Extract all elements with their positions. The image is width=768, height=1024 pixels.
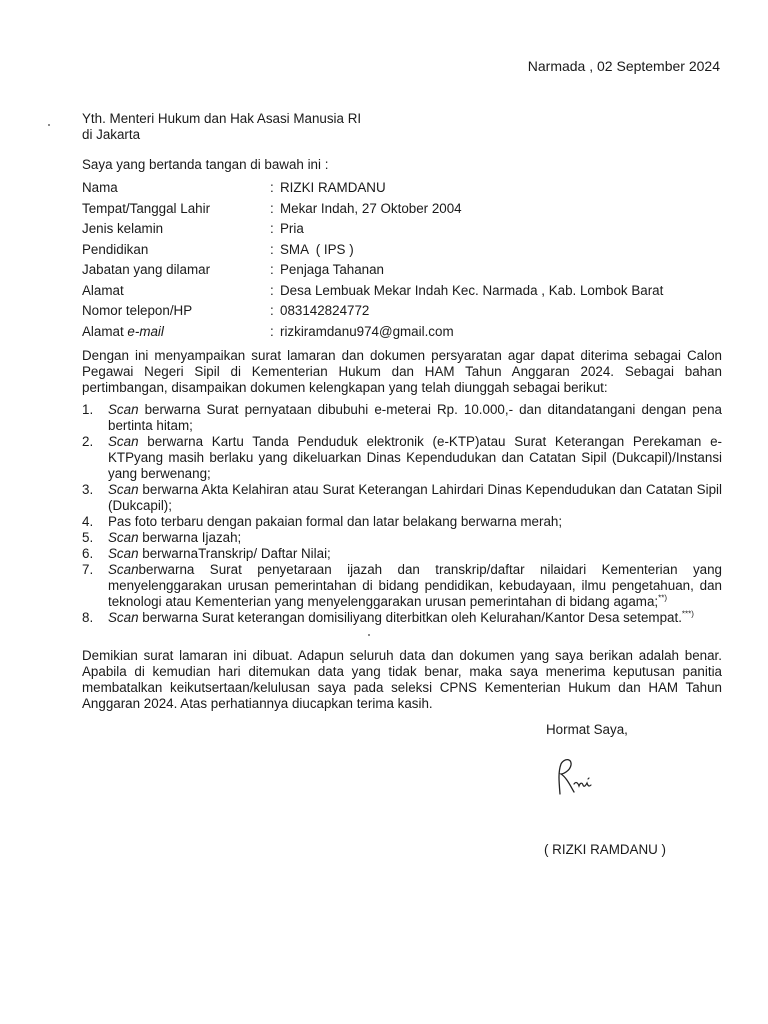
identity-value: 083142824772 <box>280 303 370 318</box>
list-item <box>82 530 722 546</box>
identity-row <box>82 283 663 304</box>
identity-table <box>82 180 663 344</box>
list-item <box>82 546 722 562</box>
date-line: Narmada , 02 September 2024 <box>527 58 720 74</box>
identity-label: Pendidikan <box>82 241 149 257</box>
list-italic: Scan <box>108 482 139 497</box>
identity-separator: : <box>270 303 274 318</box>
list-italic: Scan <box>108 402 139 417</box>
recipient-block <box>82 111 361 143</box>
identity-label: Alamat <box>82 282 124 298</box>
identity-row <box>82 242 663 263</box>
identity-value: Penjaga Tahanan <box>280 262 384 277</box>
document-list <box>82 402 722 626</box>
identity-separator: : <box>270 241 274 257</box>
intro-line: Saya yang bertanda tangan di bawah ini : <box>82 157 329 172</box>
identity-separator: : <box>270 323 274 339</box>
list-number: 4. <box>82 514 94 529</box>
identity-row <box>82 180 663 201</box>
identity-separator: : <box>270 282 274 298</box>
identity-row <box>82 221 663 242</box>
list-text: Pas foto terbaru dengan pakaian formal dan latar belakang berwarna merah; <box>108 514 563 529</box>
list-item <box>82 482 722 514</box>
list-text: berwarna Akta Kelahiran atau Surat Keterangan Lahirdari Dinas Kependudukan dan Catatan Sipil (Dukcapil); <box>108 482 722 513</box>
handwritten-signature-icon <box>552 752 600 800</box>
signatory-name: ( RIZKI RAMDANU ) <box>544 842 666 857</box>
footnote-mark: ***) <box>681 609 694 619</box>
list-italic: Scan <box>108 562 139 577</box>
identity-separator: : <box>270 221 274 236</box>
identity-label <box>82 324 270 345</box>
list-text: berwarna Kartu Tanda Penduduk elektronik (e-KTP)atau Surat Keterangan Perekaman e-KTPyang masih berlaku yang dikeluarkan Dinas Kependudukan dan Catatan Sipil (Dukcapil)/Instansi yang berwenang; <box>108 434 722 481</box>
list-number: 2. <box>82 434 94 449</box>
list-item <box>82 562 722 610</box>
recipient-line-1: Yth. Menteri Hukum dan Hak Asasi Manusia RI <box>82 111 362 126</box>
identity-row <box>82 324 663 345</box>
list-text: berwarna Surat pernyataan dibubuhi e-meterai Rp. 10.000,- dan ditandatangani dengan pena bertinta hitam; <box>108 402 722 433</box>
list-number: 1. <box>82 402 94 417</box>
list-item <box>82 610 722 626</box>
identity-value: Desa Lembuak Mekar Indah Kec. Narmada , Kab. Lombok Barat <box>280 282 664 298</box>
scan-speck <box>48 124 50 126</box>
list-item <box>82 434 722 482</box>
list-item <box>82 402 722 434</box>
list-italic: Scan <box>108 610 139 625</box>
list-text: berwarna Surat penyetaraan ijazah dan transkrip/daftar nilaidari Kementerian yang menyelenggarakan urusan pemerintahan di bidang pendidikan, kebudayaan, ilmu pengetahuan, dan teknologi atau Kementerian yang menyelenggarakan urusan pemerintahan di bidang agama; <box>108 562 722 609</box>
identity-label: Jenis kelamin <box>82 221 164 236</box>
identity-value: SMA ( IPS ) <box>280 241 354 257</box>
recipient-line-2: di Jakarta <box>82 127 141 142</box>
identity-label: Tempat/Tanggal Lahir <box>82 200 211 216</box>
identity-label: Jabatan yang dilamar <box>82 262 211 277</box>
footnote-mark: **) <box>658 593 668 603</box>
list-number: 5. <box>82 530 94 545</box>
identity-label: Nama <box>82 180 118 195</box>
list-italic: Scan <box>108 546 139 561</box>
identity-separator: : <box>270 180 274 195</box>
identity-value: Pria <box>280 221 304 236</box>
paragraph-closing: Demikian surat lamaran ini dibuat. Adapun seluruh data dan dokumen yang saya berikan adalah benar. Apabila di kemudian hari ditemukan data yang tidak benar, maka saya menerima keputusan panitia membatalkan keikutsertaan/kelulusan saya pada seleksi CPNS Kementerian Hukum dan HAM Tahun Anggaran 2024. Atas perhatiannya diucapkan terima kasih. <box>82 648 722 711</box>
identity-row <box>82 201 663 222</box>
identity-separator: : <box>270 262 274 277</box>
list-text: berwarnaTranskrip/ Daftar Nilai; <box>138 546 331 561</box>
identity-value: Mekar Indah, 27 Oktober 2004 <box>280 200 462 216</box>
identity-value: RIZKI RAMDANU <box>280 180 386 195</box>
list-italic: Scan <box>108 530 139 545</box>
identity-label-italic: e-mail <box>127 323 164 339</box>
list-text: berwarna Surat keterangan domisiliyang diterbitkan oleh Kelurahan/Kantor Desa setempat. <box>138 610 682 625</box>
list-number: 8. <box>82 610 94 625</box>
identity-label-prefix: Alamat <box>82 323 128 339</box>
list-number: 3. <box>82 482 94 497</box>
list-text: berwarna Ijazah; <box>138 530 242 545</box>
list-italic: Scan <box>108 434 139 449</box>
list-number: 7. <box>82 562 94 577</box>
identity-row <box>82 303 663 324</box>
identity-separator: : <box>270 200 274 216</box>
list-number: 6. <box>82 546 94 561</box>
identity-value: rizkiramdanu974@gmail.com <box>280 323 454 339</box>
identity-label: Nomor telepon/HP <box>82 303 193 318</box>
list-item <box>82 514 722 530</box>
identity-row <box>82 262 663 283</box>
closing-salutation: Hormat Saya, <box>546 722 628 737</box>
paragraph-application: Dengan ini menyampaikan surat lamaran dan dokumen persyaratan agar dapat diterima sebagai Calon Pegawai Negeri Sipil di Kementerian Hukum dan HAM Tahun Anggaran 2024. Sebagai bahan pertimbangan, disampaikan dokumen kelengkapan yang telah diunggah sebagai berikut: <box>82 348 722 395</box>
scan-speck <box>368 634 370 636</box>
